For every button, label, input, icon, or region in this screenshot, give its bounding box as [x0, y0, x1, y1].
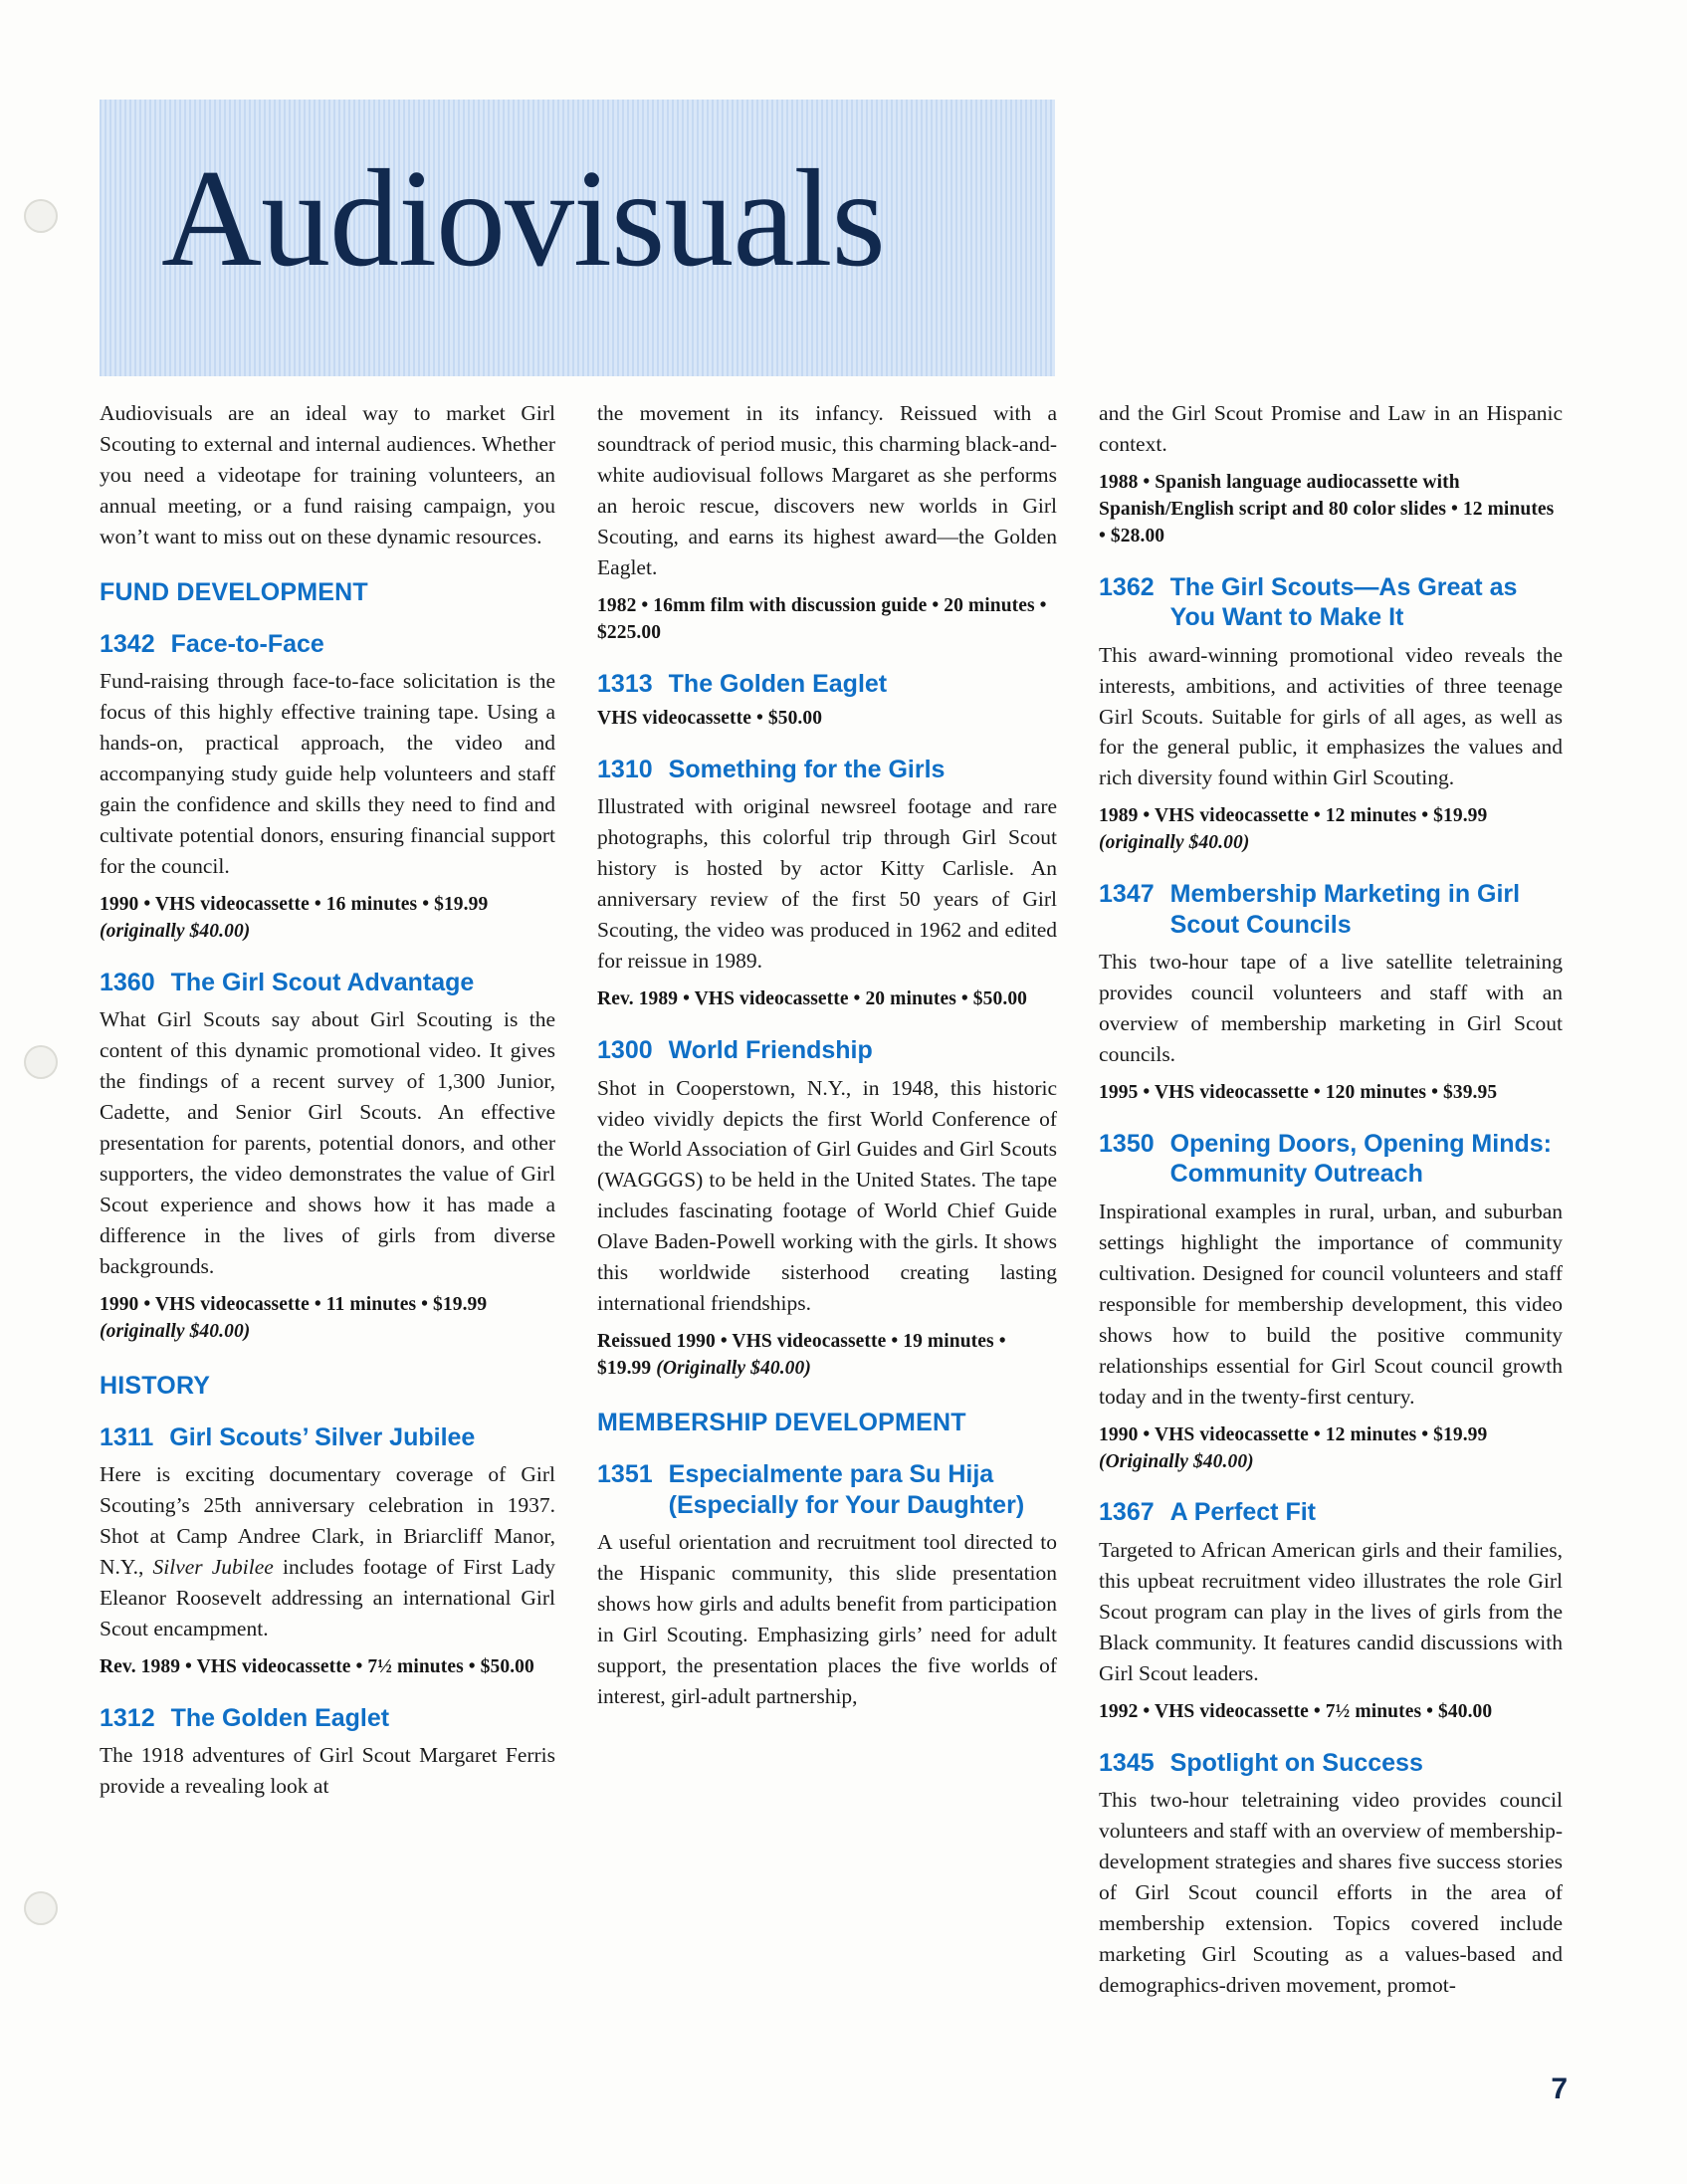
item-number: 1367: [1099, 1498, 1155, 1527]
page-title: Audiovisuals: [161, 141, 885, 296]
item-specs: Rev. 1989 • VHS videocassette • 20 minutes • $50.00: [597, 988, 1028, 1010]
item-specs-original-price: (Originally $40.00): [656, 1358, 811, 1380]
item-name: Something for the Girls: [668, 755, 946, 783]
item-name: Face-to-Face: [170, 629, 324, 658]
catalog-item-title: [1099, 1748, 1563, 1779]
item-description: [100, 1459, 555, 1644]
description-title-italic: Silver Jubilee: [152, 1555, 274, 1579]
item-name: Spotlight on Success: [1169, 1748, 1423, 1777]
item-description: The 1918 adventures of Girl Scout Margaret Ferris provide a revealing look at: [100, 1743, 556, 1799]
item-number: 1360: [100, 968, 155, 996]
binder-hole: [24, 199, 58, 233]
item-number: 1345: [1099, 1748, 1155, 1777]
binder-hole: [24, 1891, 58, 1925]
catalog-item-title: [1099, 1497, 1563, 1528]
item-name: The Golden Eaglet: [668, 669, 888, 698]
item-name: A Perfect Fit: [1169, 1498, 1316, 1527]
item-specs-text: 1989 • VHS videocassette • 12 minutes • $19.99: [1099, 805, 1488, 827]
catalog-item-title: [100, 629, 555, 660]
continued-specs: 1982 • 16mm film with discussion guide • 20 minutes • $225.00: [597, 594, 1047, 643]
item-description: This two-hour tape of a live satellite teletraining provides council volunteers and staff with an overview of membership marketing in Girl Scout councils.: [1099, 950, 1563, 1067]
item-specs: 1992 • VHS videocassette • 7½ minutes • $40.00: [1099, 1700, 1493, 1722]
item-description: A useful orientation and recruitment tool directed to the Hispanic community, this slide presentation shows how girls and adults benefit from participation in Girl Scouting. Emphasizing girls’ need for adult support, the presentation places the five worlds of interest, girl-adult partnership,: [597, 1530, 1058, 1708]
continued-paragraph: and the Girl Scout Promise and Law in an Hispanic context.: [1099, 401, 1563, 456]
page-number: 7: [1551, 2073, 1568, 2105]
catalog-item-title: [1099, 879, 1563, 940]
item-specs-original-price: (originally $40.00): [100, 920, 251, 942]
section-heading-fund-development: FUND DEVELOPMENT: [100, 577, 368, 606]
item-name: Opening Doors, Opening Minds: Community Outreach: [1169, 1129, 1552, 1189]
column-2: [597, 398, 1057, 2011]
item-specs-original-price: (originally $40.00): [100, 1320, 251, 1342]
description-part-2: includes footage of First Lady Eleanor Roosevelt addressing an international Girl Scout encampment.: [100, 1555, 556, 1640]
item-specs: [100, 1292, 555, 1346]
item-specs: [1099, 803, 1563, 857]
item-specs: [597, 1329, 1057, 1383]
item-number: 1350: [1099, 1129, 1155, 1158]
item-specs-text: Reissued 1990 • VHS videocassette • 19 minutes • $19.99: [597, 1331, 1006, 1380]
item-name: Membership Marketing in Girl Scout Councils: [1169, 880, 1521, 939]
continued-specs: 1988 • Spanish language audiocassette with Spanish/English script and 80 color slides • 12 minutes • $28.00: [1099, 471, 1555, 546]
item-name: The Girl Scout Advantage: [170, 968, 475, 996]
item-description: Inspirational examples in rural, urban, and suburban settings highlight the importance of community cultivation. Designed for council volunteers and staff responsible for membership development, this video shows how to build the positive community relationships essential for Girl Scout council growth today and in the twenty-first century.: [1099, 1199, 1563, 1409]
item-name: Girl Scouts’ Silver Jubilee: [169, 1422, 476, 1451]
three-column-layout: [100, 398, 1563, 2011]
item-number: 1300: [597, 1036, 653, 1065]
item-number: 1351: [597, 1460, 653, 1488]
column-3: [1099, 398, 1563, 2011]
catalog-item-title: [597, 755, 1057, 785]
item-number: 1310: [597, 755, 653, 783]
item-number: 1313: [597, 669, 653, 698]
section-heading-history: HISTORY: [100, 1371, 211, 1400]
item-description: Illustrated with original newsreel footage and rare photographs, this colorful trip through Girl Scout history is hosted by actor Kitty Carlisle. An anniversary review of the first 50 years of Girl Scouting, the video was produced in 1962 and edited for reissue in 1989.: [597, 794, 1058, 974]
catalog-item-title: [597, 1035, 1057, 1066]
catalog-item-title: [1099, 1129, 1563, 1190]
catalog-item-title: [100, 1422, 555, 1453]
item-name: Especialmente para Su Hija (Especially for Your Daughter): [668, 1460, 1025, 1519]
item-number: 1312: [100, 1703, 155, 1732]
page-banner: [100, 100, 1055, 376]
catalog-item-title: [597, 1459, 1057, 1520]
continued-paragraph: the movement in its infancy. Reissued with a soundtrack of period music, this charming black-and-white audiovisual follows Margaret as she performs an heroic rescue, discovers new worlds in Girl Scouting, and earns its highest award—the Golden Eaglet.: [597, 401, 1058, 579]
item-specs: [100, 1654, 555, 1681]
catalog-item-title: [100, 968, 555, 998]
catalog-item-title: [100, 1703, 555, 1734]
item-description: Targeted to African American girls and their families, this upbeat recruitment video illustrates the role Girl Scout program can play in the lives of girls from the Black community. It features candid discussions with Girl Scout leaders.: [1099, 1537, 1563, 1685]
item-description: Fund-raising through face-to-face solicitation is the focus of this highly effective training tape. Using a hands-on, practical approach, the video and accompanying study guide help volunteers and staff gain the confidence and skills they need to find and cultivate potential donors, ensuring financial support for the council.: [100, 669, 556, 878]
column-1: [100, 398, 555, 2011]
item-specs-text: 1990 • VHS videocassette • 11 minutes • $19.99: [100, 1293, 488, 1315]
item-specs-text: 1990 • VHS videocassette • 12 minutes • $19.99: [1099, 1423, 1488, 1445]
item-description: What Girl Scouts say about Girl Scouting is the content of this dynamic promotional video. It gives the findings of a recent survey of 1,300 Junior, Cadette, and Senior Girl Scouts. An effective presentation for parents, potential donors, and other supporters, the video demonstrates the value of Girl Scout experience and shows how it has made a difference in the lives of girls from diverse backgrounds.: [100, 1007, 556, 1278]
item-number: 1311: [100, 1422, 154, 1451]
item-specs-text: 1990 • VHS videocassette • 16 minutes • $19.99: [100, 893, 489, 915]
item-specs-original-price: (originally $40.00): [1099, 832, 1250, 854]
item-name: The Golden Eaglet: [170, 1703, 390, 1732]
item-description: This two-hour teletraining video provides council volunteers and staff with an overview of membership-development strategies and shares five success stories of Girl Scout council efforts in the area of membership extension. Topics covered include marketing Girl Scouting as a values-based and demographics-driven movement, promot-: [1099, 1788, 1563, 1997]
item-description: Shot in Cooperstown, N.Y., in 1948, this historic video vividly depicts the first World Conference of the World Association of Girl Guides and Girl Scouts (WAGGGS) to be held in the United States. The tape includes fascinating footage of World Chief Guide Olave Baden-Powell working with the girls. It shows this worldwide sisterhood creating lasting international friendships.: [597, 1075, 1058, 1316]
catalog-item-title: [597, 669, 1057, 700]
item-specs: VHS videocassette • $50.00: [597, 708, 823, 730]
item-specs-original-price: (Originally $40.00): [1099, 1450, 1254, 1472]
binder-hole: [24, 1045, 58, 1079]
item-specs-text: Rev. 1989 • VHS videocassette • 7½ minutes • $50.00: [100, 1655, 534, 1677]
item-specs: [1099, 1422, 1563, 1476]
section-heading-membership-development: MEMBERSHIP DEVELOPMENT: [597, 1409, 966, 1436]
item-specs: 1995 • VHS videocassette • 120 minutes • $39.95: [1099, 1082, 1498, 1104]
catalog-item-title: [1099, 572, 1563, 633]
item-specs: [100, 892, 555, 946]
item-number: 1362: [1099, 572, 1155, 601]
item-name: World Friendship: [668, 1036, 873, 1065]
item-number: 1342: [100, 629, 155, 658]
item-description: This award-winning promotional video reveals the interests, ambitions, and activities of three teenage Girl Scouts. Suitable for girls of all ages, as well as for the general public, it emphasizes the values and rich diversity found within Girl Scouting.: [1099, 642, 1563, 790]
description-part-1: Here is exciting documentary coverage of Girl Scouting’s 25th anniversary celebration in 1937. Shot at Camp Andree Clark, in Briarcliff Manor, N.Y.,: [100, 1462, 556, 1579]
intro-paragraph: Audiovisuals are an ideal way to market Girl Scouting to external and internal audiences. Whether you need a videotape for training volunteers, an annual meeting, or a fund raising campaign, you won’t want to miss out on these dynamic resources.: [100, 401, 556, 548]
item-name: The Girl Scouts—As Great as You Want to Make It: [1169, 572, 1518, 632]
item-number: 1347: [1099, 880, 1155, 909]
